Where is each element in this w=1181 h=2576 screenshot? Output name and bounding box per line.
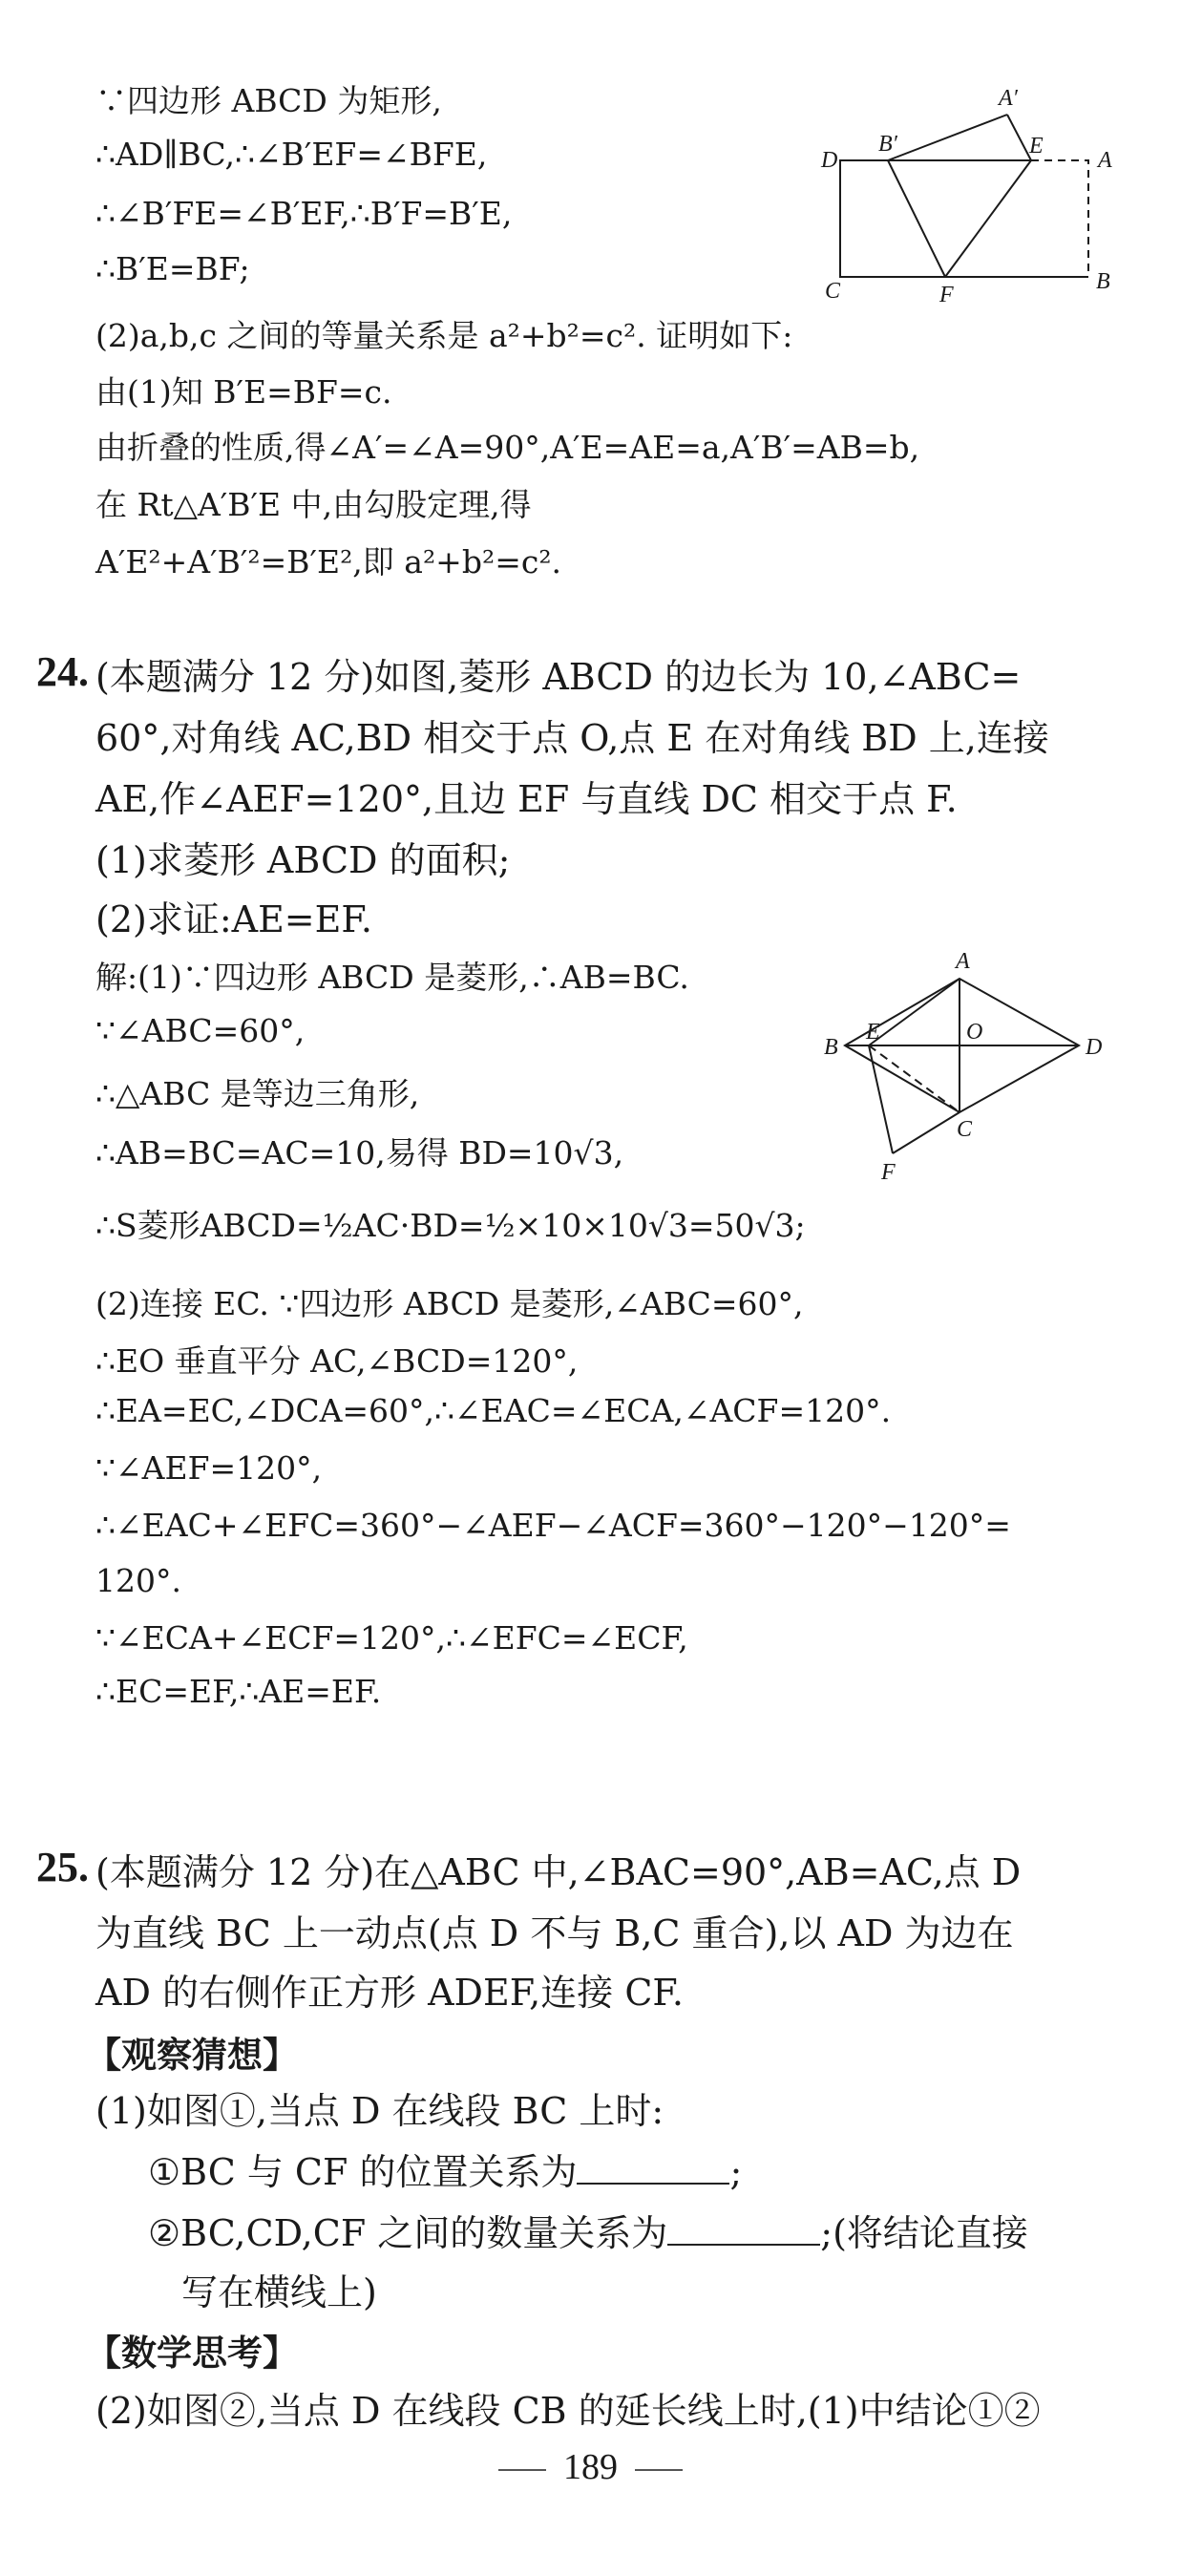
segment-e-f [945, 160, 1031, 277]
label-A: A [1098, 148, 1112, 173]
q25-part1b: ②BC,CD,CF 之间的数量关系为 ;(将结论直接 [148, 2212, 1028, 2254]
segment-fc [893, 1112, 960, 1153]
segment-a1-e [1007, 115, 1031, 160]
label-F: F [939, 283, 954, 306]
answer-blank-1 [577, 2154, 729, 2185]
section-math-thinking: 【数学思考】 [86, 2333, 298, 2374]
q24-sol-3: ∴△ABC 是等边三角形, [95, 1075, 420, 1112]
q23-line-9: A′E²+A′B′²=B′E²,即 a²+b²=c². [95, 543, 562, 581]
q24-sol-12: ∵∠ECA+∠ECF=120°,∴∠EFC=∠ECF, [95, 1619, 688, 1657]
label-E: E [866, 1020, 880, 1045]
page-number-dash-right [635, 2469, 683, 2471]
rectangle-fold-figure [812, 76, 1127, 306]
q23-line-4: ∴B′E=BF; [95, 250, 250, 287]
label-B: B [824, 1035, 838, 1060]
section-observe-guess: 【观察猜想】 [86, 2035, 298, 2076]
q25-stem-2: 为直线 BC 上一动点(点 D 不与 B,C 重合),以 AD 为边在 [95, 1912, 1014, 1954]
segment-ef [869, 1045, 893, 1153]
q24-stem-2: 60°,对角线 AC,BD 相交于点 O,点 E 在对角线 BD 上,连接 [95, 717, 1049, 759]
q24-sol-6: (2)连接 EC. ∵四边形 ABCD 是菱形,∠ABC=60°, [95, 1285, 804, 1322]
rect-dashed-sides [1031, 160, 1088, 277]
label-F: F [881, 1160, 896, 1185]
q23-line-1: ∵四边形 ABCD 为矩形, [95, 82, 442, 119]
q24-sol-9: ∵∠AEF=120°, [95, 1449, 323, 1487]
rhombus-figure [816, 945, 1131, 1193]
page-number: 189 [0, 2446, 1181, 2488]
q24-sol-5: ∴S菱形ABCD=½AC·BD=½×10×10√3=50√3; [95, 1207, 806, 1244]
q25-part1b-cont: 写在横线上) [181, 2271, 377, 2313]
q24-sol-2: ∵∠ABC=60°, [95, 1012, 306, 1049]
q24-stem-3: AE,作∠AEF=120°,且边 EF 与直线 DC 相交于点 F. [95, 778, 958, 820]
q23-line-7: 由折叠的性质,得∠A′=∠A=90°,A′E=AE=a,A′B′=AB=b, [95, 429, 920, 466]
q24-stem-4: (1)求菱形 ABCD 的面积; [95, 839, 511, 881]
q23-line-5: (2)a,b,c 之间的等量关系是 a²+b²=c². 证明如下: [95, 317, 793, 354]
q24-sol-4: ∴AB=BC=AC=10,易得 BD=10√3, [95, 1134, 624, 1172]
q24-sol-10: ∴∠EAC+∠EFC=360°−∠AEF−∠ACF=360°−120°−120°= [95, 1507, 1011, 1544]
page-number-dash-left [498, 2469, 546, 2471]
q23-line-2: ∴AD∥BC,∴∠B′EF=∠BFE, [95, 136, 488, 173]
q24-sol-1: 解:(1)∵四边形 ABCD 是菱形,∴AB=BC. [95, 959, 689, 996]
segment-b1-a1 [888, 115, 1007, 160]
rect-left-sides [840, 160, 1088, 277]
answer-blank-2 [667, 2215, 820, 2246]
q25-part1: (1)如图①,当点 D 在线段 BC 上时: [95, 2090, 664, 2132]
segment-ae [869, 979, 960, 1045]
segment-b1-f [888, 160, 945, 277]
label-C: C [957, 1117, 973, 1142]
label-O: O [966, 1020, 983, 1045]
q23-line-6: 由(1)知 B′E=BF=c. [95, 373, 392, 411]
label-B-prime: B′ [878, 132, 897, 157]
q25-part2: (2)如图②,当点 D 在线段 CB 的延长线上时,(1)中结论①② [95, 2390, 1041, 2432]
q24-stem-1: (本题满分 12 分)如图,菱形 ABCD 的边长为 10,∠ABC= [95, 656, 1022, 698]
q24-sol-7: ∴EO 垂直平分 AC,∠BCD=120°, [95, 1342, 579, 1380]
dashed-ec [869, 1045, 960, 1112]
q24-sol-13: ∴EC=EF,∴AE=EF. [95, 1673, 382, 1710]
label-A: A [956, 949, 970, 974]
q23-line-8: 在 Rt△A′B′E 中,由勾股定理,得 [95, 486, 532, 523]
q25-number: 25. [36, 1844, 89, 1890]
label-A-prime: A′ [999, 86, 1018, 111]
q24-number: 24. [36, 648, 89, 695]
q24-stem-5: (2)求证:AE=EF. [95, 898, 372, 940]
label-D: D [821, 148, 838, 173]
q25-stem-1: (本题满分 12 分)在△ABC 中,∠BAC=90°,AB=AC,点 D [95, 1851, 1022, 1893]
label-E: E [1029, 134, 1044, 158]
q25-stem-3: AD 的右侧作正方形 ADEF,连接 CF. [95, 1972, 684, 2014]
label-B: B [1096, 269, 1110, 294]
q25-part1a: ①BC 与 CF 的位置关系为 ; [148, 2151, 743, 2193]
q24-sol-11: 120°. [95, 1562, 181, 1599]
q23-line-3: ∴∠B′FE=∠B′EF,∴B′F=B′E, [95, 195, 513, 232]
q24-sol-8: ∴EA=EC,∠DCA=60°,∴∠EAC=∠ECA,∠ACF=120°. [95, 1392, 892, 1429]
label-D: D [1086, 1035, 1103, 1060]
label-C: C [825, 279, 841, 304]
